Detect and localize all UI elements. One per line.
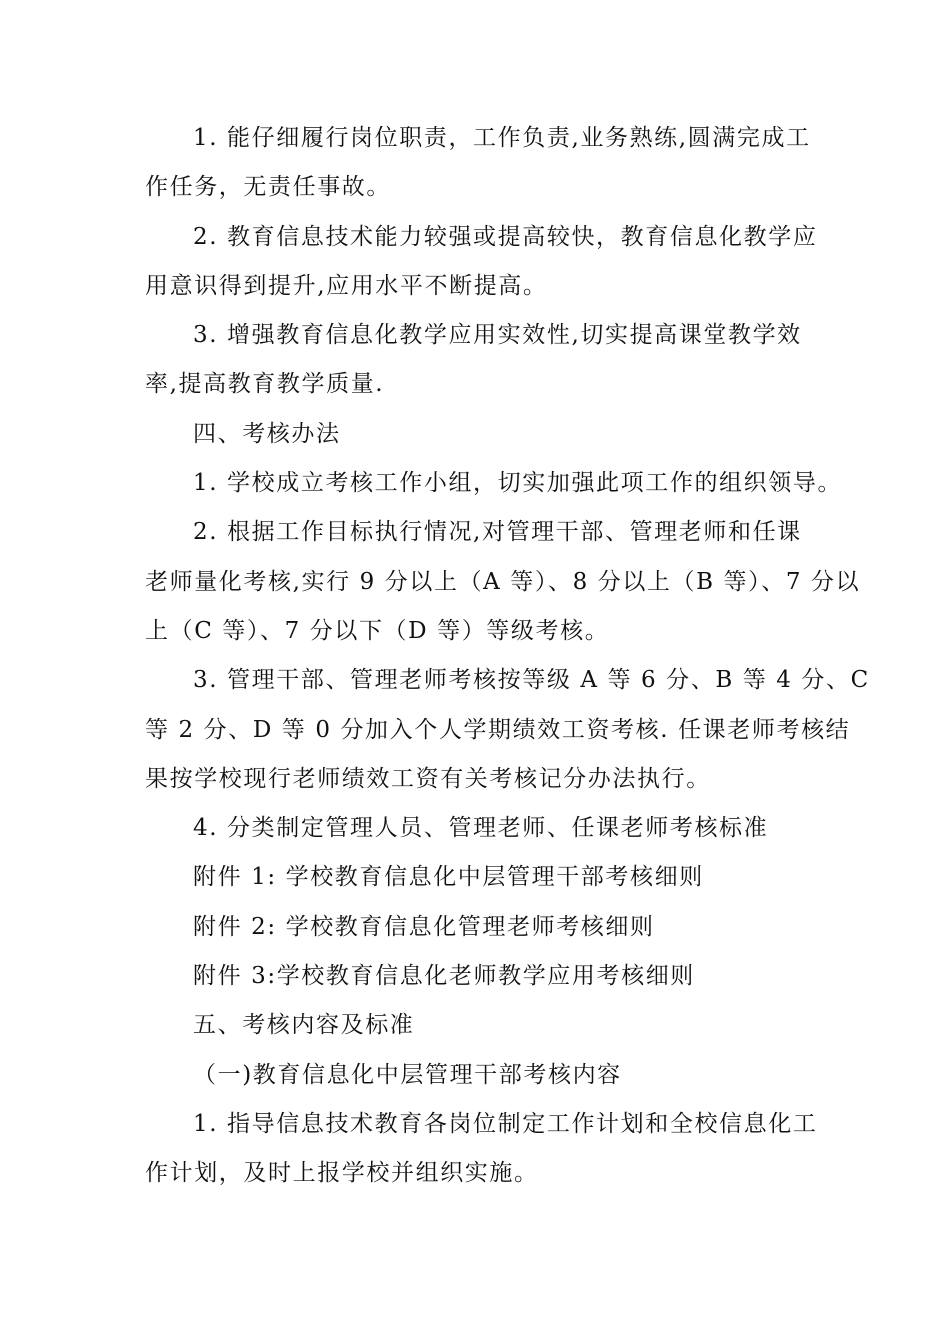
paragraph-line: 上（C 等）、7 分以下（D 等）等级考核。 — [145, 617, 610, 644]
attachment-line: 附件 3:学校教育信息化老师教学应用考核细则 — [193, 963, 695, 990]
paragraph-line: 作任务，无责任事故。 — [145, 174, 391, 201]
paragraph-line: 1. 能仔细履行岗位职责，工作负责,业务熟练,圆满完成工 — [193, 125, 811, 151]
paragraph-line: 2. 教育信息技术能力较强或提高较快，教育信息化教学应 — [193, 223, 818, 250]
attachment-line: 附件 2: 学校教育信息化管理老师考核细则 — [193, 913, 655, 940]
paragraph-line: 用意识得到提升,应用水平不断提高。 — [145, 272, 548, 299]
paragraph-line: 率,提高教育教学质量. — [145, 371, 385, 398]
paragraph-line: 果按学校现行老师绩效工资有关考核记分办法执行。 — [145, 765, 711, 792]
paragraph-line: 老师量化考核,实行 9 分以上（A 等）、8 分以上（B 等）、7 分以 — [145, 568, 861, 595]
document-body — [145, 114, 870, 1199]
section-heading: 五、考核内容及标准 — [193, 1012, 415, 1039]
attachment-line: 附件 1: 学校教育信息化中层管理干部考核细则 — [193, 864, 704, 891]
paragraph-line: 作计划，及时上报学校并组织实施。 — [145, 1160, 539, 1187]
paragraph-line: 1. 指导信息技术教育各岗位制定工作计划和全校信息化工 — [193, 1110, 818, 1137]
paragraph-line: 1. 学校成立考核工作小组，切实加强此项工作的组织领导。 — [193, 470, 843, 497]
paragraph-line: 3. 增强教育信息化教学应用实效性,切实提高课堂教学效 — [193, 322, 802, 349]
paragraph-line: 3. 管理干部、管理老师考核按等级 A 等 6 分、B 等 4 分、C — [193, 667, 870, 694]
paragraph-line: 2. 根据工作目标执行情况,对管理干部、管理老师和任课 — [193, 519, 802, 546]
paragraph-line: 4. 分类制定管理人员、管理老师、任课老师考核标准 — [193, 815, 769, 842]
paragraph-line: 等 2 分、D 等 0 分加入个人学期绩效工资考核. 任课老师考核结 — [145, 716, 851, 743]
subsection-heading: （一)教育信息化中层管理干部考核内容 — [193, 1061, 622, 1088]
section-heading: 四、考核办法 — [193, 420, 341, 447]
